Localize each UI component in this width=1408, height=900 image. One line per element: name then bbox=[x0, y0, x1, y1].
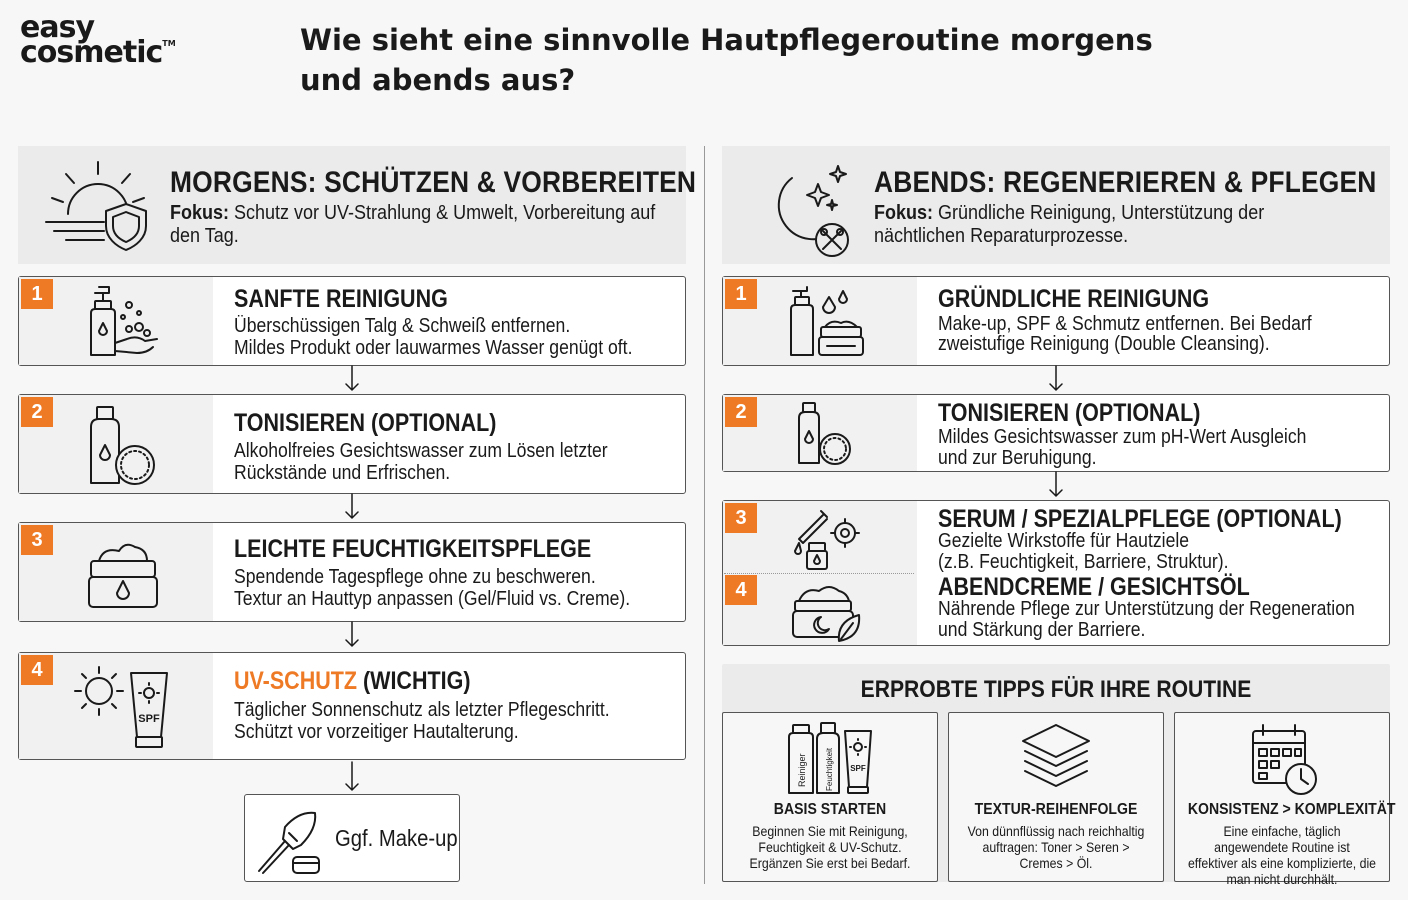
product-label: Reiniger bbox=[797, 753, 807, 787]
cream-jar-icon bbox=[85, 537, 161, 611]
morning-step-2 bbox=[18, 394, 686, 494]
trademark-mark: TM bbox=[162, 38, 176, 48]
step-desc-line-1: Spendende Tagespflege ohne zu beschweren. bbox=[234, 566, 596, 588]
step-number: 2 bbox=[21, 397, 53, 427]
step-title-rest: (WICHTIG) bbox=[357, 667, 471, 695]
tips-panel bbox=[722, 664, 1396, 887]
step-title: SERUM / SPEZIALPFLEGE (OPTIONAL) bbox=[938, 505, 1342, 533]
step-separator bbox=[724, 573, 914, 574]
evening-title: ABENDS: REGENERIEREN & PFLEGEN bbox=[874, 166, 1377, 199]
step-desc-line-2: zweistufige Reinigung (Double Cleansing). bbox=[938, 333, 1270, 355]
makeup-box bbox=[244, 794, 460, 882]
step-desc-line-2: Mildes Produkt oder lauwarmes Wasser genügt oft. bbox=[234, 337, 633, 359]
calendar-clock-icon bbox=[1227, 721, 1337, 797]
step-desc-line-2: und Stärkung der Barriere. bbox=[938, 619, 1146, 641]
arrow-down-icon bbox=[1049, 366, 1063, 392]
morning-step-1 bbox=[18, 276, 686, 366]
step-number: 3 bbox=[725, 503, 757, 533]
morning-title: MORGENS: SCHÜTZEN & VORBEREITEN bbox=[170, 166, 697, 199]
tip-title: KONSISTENZ > KOMPLEXITÄT bbox=[1187, 801, 1396, 818]
toner-bottle-pad-icon bbox=[795, 401, 855, 467]
step-desc-line-2: und zur Beruhigung. bbox=[938, 447, 1097, 469]
step-desc-line-1: Mildes Gesichtswasser zum pH-Wert Ausgleich bbox=[938, 426, 1307, 448]
makeup-label: Ggf. Make-up bbox=[335, 825, 458, 851]
evening-step-1 bbox=[722, 276, 1390, 366]
step-title: TONISIEREN (OPTIONAL) bbox=[234, 409, 497, 437]
serum-dropper-target-icon bbox=[789, 507, 863, 571]
step-desc-line-2: Textur an Hauttyp anpassen (Gel/Fluid vs. Creme). bbox=[234, 588, 631, 610]
step-title: SANFTE REINIGUNG bbox=[234, 285, 448, 313]
page-title: Wie sieht eine sinnvolle Hautpflegeroutine morgens und abends aus? bbox=[300, 23, 1153, 97]
tip-body: Von dünnflüssig nach reichhaltig auftragen: Toner > Seren > Cremes > Öl. bbox=[967, 823, 1145, 871]
step-number: 1 bbox=[725, 279, 757, 309]
tip-card-1 bbox=[722, 712, 938, 882]
evening-focus-text-2: nächtlichen Reparaturprozesse. bbox=[874, 225, 1129, 247]
morning-focus-label: Fokus: bbox=[170, 202, 230, 224]
step-number: 4 bbox=[21, 655, 53, 685]
step-desc-line-1: Täglicher Sonnenschutz als letzter Pflegeschritt. bbox=[234, 699, 610, 721]
sun-spf-tube-icon bbox=[73, 663, 173, 753]
evening-focus-label: Fokus: bbox=[874, 202, 934, 224]
tip-title: BASIS STARTEN bbox=[773, 801, 887, 818]
morning-step-3 bbox=[18, 522, 686, 622]
step-title: ABENDCREME / GESICHTSÖL bbox=[938, 573, 1250, 601]
step-desc-line-2: Schützt vor vorzeitiger Hautalterung. bbox=[234, 721, 519, 743]
step-desc-line-1: Alkoholfreies Gesichtswasser zum Lösen letzter bbox=[234, 440, 608, 462]
layers-icon bbox=[1001, 721, 1111, 797]
arrow-down-icon bbox=[345, 366, 359, 392]
step-desc-line-1: Nährende Pflege zur Unterstützung der Regeneration bbox=[938, 598, 1355, 620]
step-title: LEICHTE FEUCHTIGKEITSPFLEGE bbox=[234, 535, 592, 563]
tips-title: ERPROBTE TIPPS FÜR IHRE ROUTINE bbox=[860, 676, 1252, 703]
arrow-down-icon bbox=[1049, 472, 1063, 498]
step-number: 2 bbox=[725, 397, 757, 427]
spf-label: SPF bbox=[138, 713, 160, 725]
cleanser-bottle-jar-icon bbox=[785, 285, 865, 359]
product-label: Feuchtigkeit bbox=[825, 747, 834, 791]
column-divider bbox=[704, 146, 705, 884]
evening-focus bbox=[874, 202, 1378, 248]
morning-step-4 bbox=[18, 652, 686, 760]
step-title: GRÜNDLICHE REINIGUNG bbox=[938, 285, 1210, 313]
step-number: 4 bbox=[725, 575, 757, 605]
tip-body: Eine einfache, täglich angewendete Routine ist effektiver als eine komplizierte, die man nicht durchhält. bbox=[1187, 823, 1377, 887]
evening-step-2 bbox=[722, 394, 1390, 472]
cleanser-bottle-hand-icon bbox=[81, 283, 161, 361]
sun-shield-icon bbox=[44, 158, 154, 254]
tip-card-3 bbox=[1174, 712, 1396, 887]
tip-title: TEXTUR-REIHENFOLGE bbox=[974, 801, 1138, 818]
brand-line-1: easy bbox=[20, 10, 95, 45]
step-desc-line-1: Überschüssigen Talg & Schweiß entfernen. bbox=[234, 315, 571, 337]
evening-focus-text-1: Gründliche Reinigung, Unterstützung der bbox=[938, 202, 1265, 224]
night-cream-leaf-icon bbox=[789, 581, 863, 643]
step-title bbox=[234, 667, 470, 696]
step-desc-line-1: Gezielte Wirkstoffe für Hautziele bbox=[938, 530, 1190, 552]
step-title: TONISIEREN (OPTIONAL) bbox=[938, 399, 1201, 427]
step-number: 1 bbox=[21, 279, 53, 309]
tip-card-2 bbox=[948, 712, 1164, 882]
step-desc-line-2: Rückstände und Erfrischen. bbox=[234, 462, 451, 484]
step-desc-line-2: (z.B. Feuchtigkeit, Barriere, Struktur). bbox=[938, 551, 1229, 573]
evening-header bbox=[722, 146, 1390, 264]
morning-header bbox=[18, 146, 697, 264]
arrow-down-icon bbox=[345, 762, 359, 788]
arrow-down-icon bbox=[345, 622, 359, 648]
brand-logo bbox=[20, 10, 176, 70]
product-label: SPF bbox=[850, 764, 866, 773]
step-title-highlight: UV-SCHUTZ bbox=[234, 667, 358, 695]
brand-line-2: cosmetic bbox=[20, 34, 163, 70]
arrow-down-icon bbox=[345, 494, 359, 520]
tip-body: Beginnen Sie mit Reinigung, Feuchtigkeit & UV-Schutz. Ergänzen Sie erst bei Bedarf. bbox=[749, 823, 911, 871]
moon-stars-tools-icon bbox=[748, 158, 858, 254]
three-products-icon bbox=[775, 721, 885, 797]
morning-focus bbox=[170, 202, 674, 248]
morning-focus-text: Schutz vor UV-Strahlung & Umwelt, Vorbereitung auf den Tag. bbox=[170, 202, 656, 247]
step-number: 3 bbox=[21, 525, 53, 555]
toner-bottle-pad-icon bbox=[85, 405, 161, 487]
step-desc-line-1: Make-up, SPF & Schmutz entfernen. Bei Bedarf bbox=[938, 313, 1312, 335]
makeup-brush-icon bbox=[255, 803, 327, 875]
